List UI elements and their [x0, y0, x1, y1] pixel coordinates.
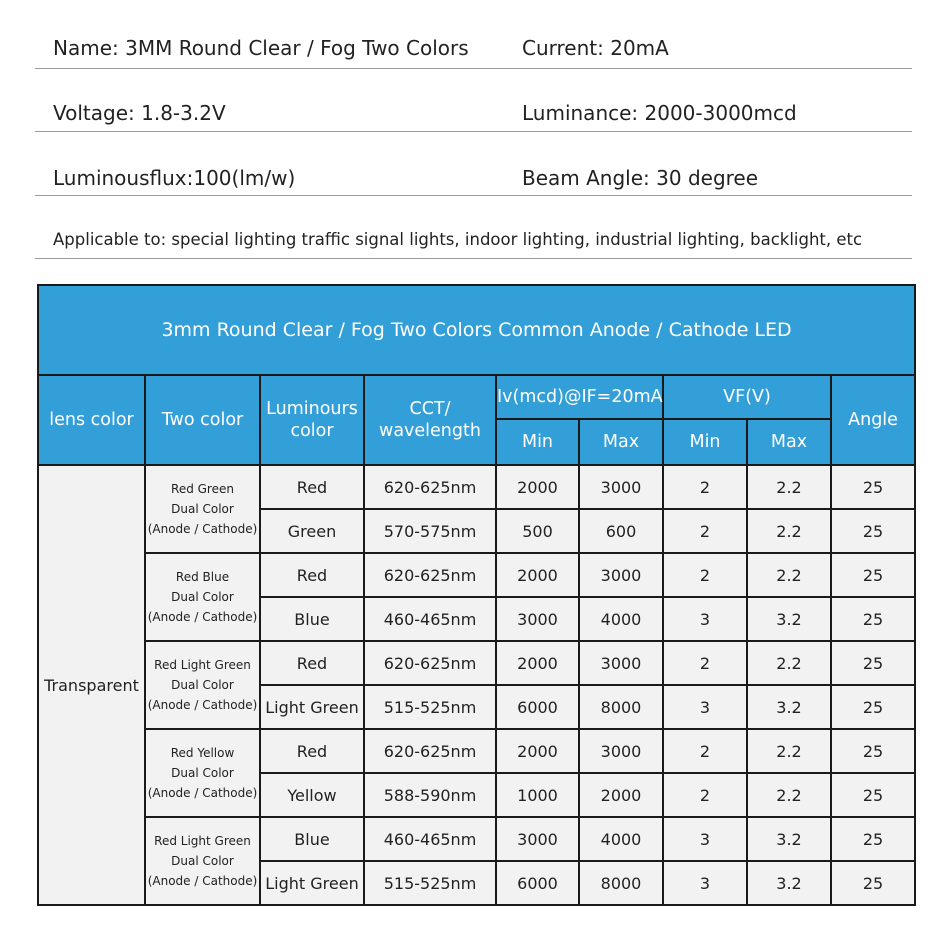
cell-iv-max: 3000 [579, 729, 663, 773]
cell-iv-min: 2000 [496, 465, 579, 509]
spec-row-name [35, 0, 912, 69]
header-cct [364, 375, 496, 465]
two-color-line: (Anode / Cathode) [147, 522, 258, 536]
two-color-cell [145, 729, 260, 817]
cell-iv-max: 3000 [579, 465, 663, 509]
spec-name: Name: 3MM Round Clear / Fog Two Colors [53, 36, 469, 60]
header-vf: VF(V) [663, 375, 831, 419]
cell-vf-min: 3 [663, 861, 747, 905]
cell-vf-max: 2.2 [747, 465, 831, 509]
two-color-line: Red Light Green [154, 834, 251, 848]
led-spec-table [37, 284, 916, 906]
two-color-cell [145, 553, 260, 641]
cell-vf-min: 2 [663, 773, 747, 817]
cell-color: Yellow [260, 773, 364, 817]
cell-vf-min: 3 [663, 685, 747, 729]
cell-vf-max: 3.2 [747, 817, 831, 861]
two-color-line: Red Light Green [154, 658, 251, 672]
cell-iv-max: 8000 [579, 685, 663, 729]
cell-color: Light Green [260, 685, 364, 729]
cell-angle: 25 [831, 465, 915, 509]
cell-vf-min: 2 [663, 553, 747, 597]
two-color-cell [145, 641, 260, 729]
two-color-line: Dual Color [171, 590, 234, 604]
cell-iv-max: 4000 [579, 597, 663, 641]
cell-angle: 25 [831, 553, 915, 597]
cell-vf-min: 3 [663, 597, 747, 641]
cell-iv-min: 2000 [496, 641, 579, 685]
cell-color: Blue [260, 817, 364, 861]
header-cct-line2: wavelength [379, 421, 481, 441]
cell-vf-max: 2.2 [747, 729, 831, 773]
cell-wavelength: 620-625nm [364, 729, 496, 773]
two-color-line: Dual Color [171, 678, 234, 692]
cell-vf-min: 2 [663, 641, 747, 685]
header-vf-min: Min [663, 419, 747, 465]
two-color-cell [145, 465, 260, 553]
spec-row-flux [35, 131, 912, 196]
cell-angle: 25 [831, 641, 915, 685]
cell-vf-max: 2.2 [747, 553, 831, 597]
cell-iv-min: 3000 [496, 817, 579, 861]
cell-angle: 25 [831, 509, 915, 553]
cell-vf-max: 2.2 [747, 509, 831, 553]
two-color-line: (Anode / Cathode) [147, 874, 258, 888]
spec-row-applicable [35, 195, 912, 259]
two-color-line: Red Blue [175, 570, 230, 584]
table-row [38, 641, 915, 685]
spec-luminance: Luminance: 2000-3000mcd [522, 101, 797, 125]
cell-color: Light Green [260, 861, 364, 905]
spec-voltage: Voltage: 1.8-3.2V [53, 101, 226, 125]
cell-vf-max: 3.2 [747, 685, 831, 729]
cell-color: Red [260, 729, 364, 773]
header-lens-color: lens color [38, 375, 145, 465]
cell-color: Red [260, 641, 364, 685]
cell-vf-min: 2 [663, 509, 747, 553]
two-color-line: Dual Color [171, 502, 234, 516]
table-row [38, 817, 915, 861]
cell-iv-max: 4000 [579, 817, 663, 861]
two-color-line: Red Yellow [170, 746, 235, 760]
cell-wavelength: 620-625nm [364, 553, 496, 597]
cell-iv-min: 6000 [496, 685, 579, 729]
cell-color: Red [260, 465, 364, 509]
cell-angle: 25 [831, 817, 915, 861]
table-row [38, 553, 915, 597]
spec-applicable: Applicable to: special lighting traffic signal lights, indoor lighting, industrial lighting, backlight, etc [53, 230, 863, 249]
table-row [38, 465, 915, 509]
cell-vf-min: 3 [663, 817, 747, 861]
cell-vf-max: 2.2 [747, 641, 831, 685]
cell-iv-min: 2000 [496, 553, 579, 597]
cell-iv-max: 8000 [579, 861, 663, 905]
table-body [38, 465, 915, 905]
cell-iv-max: 3000 [579, 553, 663, 597]
spec-flux: Luminousflux:100(lm/w) [53, 166, 296, 190]
cell-vf-min: 2 [663, 465, 747, 509]
cell-wavelength: 588-590nm [364, 773, 496, 817]
cell-wavelength: 620-625nm [364, 641, 496, 685]
cell-iv-min: 2000 [496, 729, 579, 773]
cell-color: Red [260, 553, 364, 597]
cell-angle: 25 [831, 773, 915, 817]
cell-wavelength: 620-625nm [364, 465, 496, 509]
two-color-line: Dual Color [171, 766, 234, 780]
cell-wavelength: 515-525nm [364, 685, 496, 729]
header-vf-max: Max [747, 419, 831, 465]
cell-iv-min: 3000 [496, 597, 579, 641]
two-color-line: Red Green [171, 482, 234, 496]
cell-iv-max: 2000 [579, 773, 663, 817]
cell-color: Green [260, 509, 364, 553]
cell-wavelength: 460-465nm [364, 817, 496, 861]
cell-iv-min: 500 [496, 509, 579, 553]
cell-angle: 25 [831, 729, 915, 773]
header-iv-min: Min [496, 419, 579, 465]
header-luminous-color-line2: color [290, 421, 334, 441]
header-cct-line1: CCT/ [409, 399, 451, 419]
cell-wavelength: 570-575nm [364, 509, 496, 553]
cell-angle: 25 [831, 861, 915, 905]
cell-vf-min: 2 [663, 729, 747, 773]
cell-vf-max: 3.2 [747, 861, 831, 905]
spec-current: Current: 20mA [522, 36, 669, 60]
two-color-line: (Anode / Cathode) [147, 698, 258, 712]
lens-color-cell: Transparent [38, 465, 145, 905]
spec-row-voltage [35, 68, 912, 132]
two-color-cell [145, 817, 260, 905]
cell-iv-min: 6000 [496, 861, 579, 905]
cell-vf-max: 3.2 [747, 597, 831, 641]
header-luminous-color [260, 375, 364, 465]
cell-vf-max: 2.2 [747, 773, 831, 817]
two-color-line: (Anode / Cathode) [147, 610, 258, 624]
spec-beam-angle: Beam Angle: 30 degree [522, 166, 759, 190]
cell-iv-max: 600 [579, 509, 663, 553]
cell-wavelength: 515-525nm [364, 861, 496, 905]
cell-angle: 25 [831, 597, 915, 641]
cell-iv-max: 3000 [579, 641, 663, 685]
header-luminous-color-line1: Luminours [266, 399, 358, 419]
table-row [38, 729, 915, 773]
cell-color: Blue [260, 597, 364, 641]
cell-iv-min: 1000 [496, 773, 579, 817]
header-two-color: Two color [145, 375, 260, 465]
table-title: 3mm Round Clear / Fog Two Colors Common Anode / Cathode LED [38, 285, 915, 375]
cell-angle: 25 [831, 685, 915, 729]
cell-wavelength: 460-465nm [364, 597, 496, 641]
two-color-line: Dual Color [171, 854, 234, 868]
header-iv-max: Max [579, 419, 663, 465]
header-iv: Iv(mcd)@IF=20mA [496, 375, 663, 419]
header-angle: Angle [831, 375, 915, 465]
two-color-line: (Anode / Cathode) [147, 786, 258, 800]
